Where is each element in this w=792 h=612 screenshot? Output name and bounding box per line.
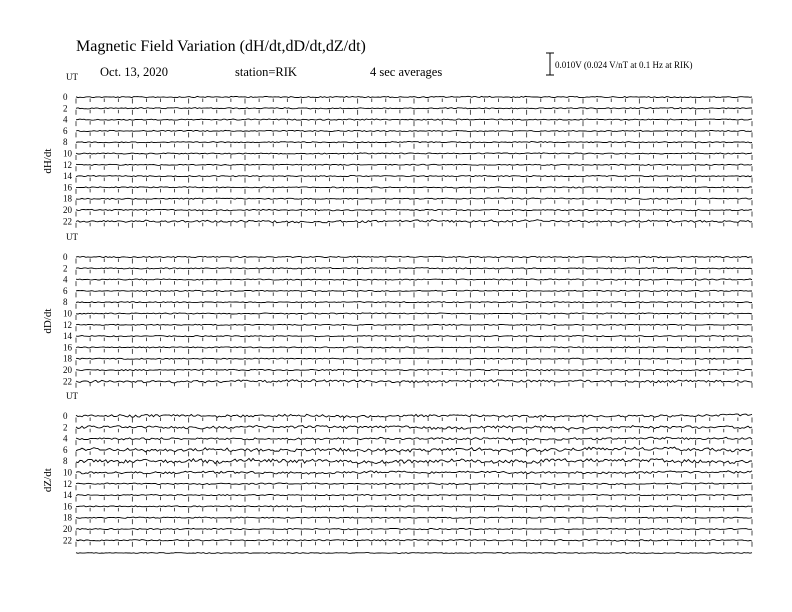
trace-line: [76, 209, 752, 211]
panel-dD-dt: [42, 232, 752, 388]
hour-label: 22: [63, 216, 72, 227]
trace-line: [76, 517, 752, 518]
hour-label: 22: [63, 376, 72, 387]
trace-line: [76, 506, 752, 507]
hour-label: 14: [63, 490, 72, 501]
trace-line: [76, 471, 752, 474]
hour-label: 20: [63, 205, 72, 215]
trace-line: [76, 347, 752, 348]
trace-line: [76, 540, 752, 542]
hour-label: 18: [63, 512, 72, 523]
hour-label: 2: [63, 103, 68, 114]
trace-line: [76, 302, 752, 303]
trace-line: [76, 313, 752, 314]
trace-line: [76, 96, 752, 97]
hour-label: 14: [63, 331, 72, 342]
trace-line: [76, 108, 752, 109]
hour-label: 0: [63, 252, 68, 262]
hour-label: 22: [63, 535, 72, 546]
hour-label: 14: [63, 171, 72, 182]
hour-label: 18: [63, 193, 72, 204]
trace-line: [76, 414, 752, 418]
ut-axis-label: UT: [66, 391, 78, 401]
trace-line: [76, 187, 752, 188]
hour-label: 10: [63, 308, 72, 319]
trace-line: [76, 268, 752, 269]
trace-line: [76, 437, 752, 440]
panel-dH-dt: [42, 72, 752, 228]
hour-label: 20: [63, 365, 72, 375]
trace-line: [76, 142, 752, 143]
trace-line: [76, 198, 752, 200]
hour-label: 10: [63, 148, 72, 159]
hour-label: 20: [63, 524, 72, 534]
trace-line: [76, 256, 752, 258]
trace-line: [76, 324, 752, 325]
trace-line: [76, 447, 752, 452]
hour-label: 4: [63, 274, 68, 285]
hour-label: 8: [63, 456, 68, 467]
hour-label: 16: [63, 182, 72, 193]
trace-line: [76, 164, 752, 165]
panel-dZ-dt: [42, 391, 752, 547]
trace-line: [76, 494, 752, 495]
scale-bar: [546, 53, 554, 75]
trace-line: [76, 290, 752, 291]
hour-label: 12: [63, 319, 72, 330]
hour-label: 16: [63, 342, 72, 353]
hour-label: 10: [63, 467, 72, 478]
averaging-label: 4 sec averages: [370, 65, 443, 79]
hour-label: 12: [63, 478, 72, 489]
hour-label: 2: [63, 263, 68, 274]
ut-axis-label: UT: [66, 232, 78, 242]
hour-label: 6: [63, 285, 68, 296]
component-label: dZ/dt: [42, 468, 54, 493]
trace-line: [76, 153, 752, 154]
hour-label: 8: [63, 297, 68, 308]
trace-line: [76, 369, 752, 371]
hour-label: 2: [63, 422, 68, 433]
hour-label: 4: [63, 114, 68, 125]
trace-line: [76, 279, 752, 280]
hour-label: 0: [63, 92, 68, 102]
date-label: Oct. 13, 2020: [100, 65, 169, 79]
trace-line: [76, 130, 752, 131]
hour-label: 0: [63, 411, 68, 421]
hour-label: 18: [63, 353, 72, 364]
ut-axis-label: UT: [66, 72, 78, 82]
trace-line: [76, 220, 752, 223]
trace-line: [76, 119, 752, 120]
trace-line: [76, 176, 752, 177]
trace-line: [76, 380, 752, 383]
trace-line: [76, 528, 752, 529]
chart-title: Magnetic Field Variation (dH/dt,dD/dt,dZ/dt): [76, 38, 366, 55]
hour-label: 16: [63, 501, 72, 512]
trace-line: [76, 483, 752, 485]
hour-label: 12: [63, 159, 72, 170]
component-label: dH/dt: [42, 148, 54, 174]
hour-label: 6: [63, 125, 68, 136]
trace-line: [76, 553, 752, 554]
scale-label: 0.010V (0.024 V/nT at 0.1 Hz at RIK): [555, 60, 693, 70]
trace-line: [76, 358, 752, 359]
hour-label: 8: [63, 137, 68, 148]
hour-label: 6: [63, 444, 68, 455]
station-label: station=RIK: [235, 65, 297, 79]
component-label: dD/dt: [42, 308, 54, 334]
hour-label: 4: [63, 433, 68, 444]
trace-line: [76, 336, 752, 337]
